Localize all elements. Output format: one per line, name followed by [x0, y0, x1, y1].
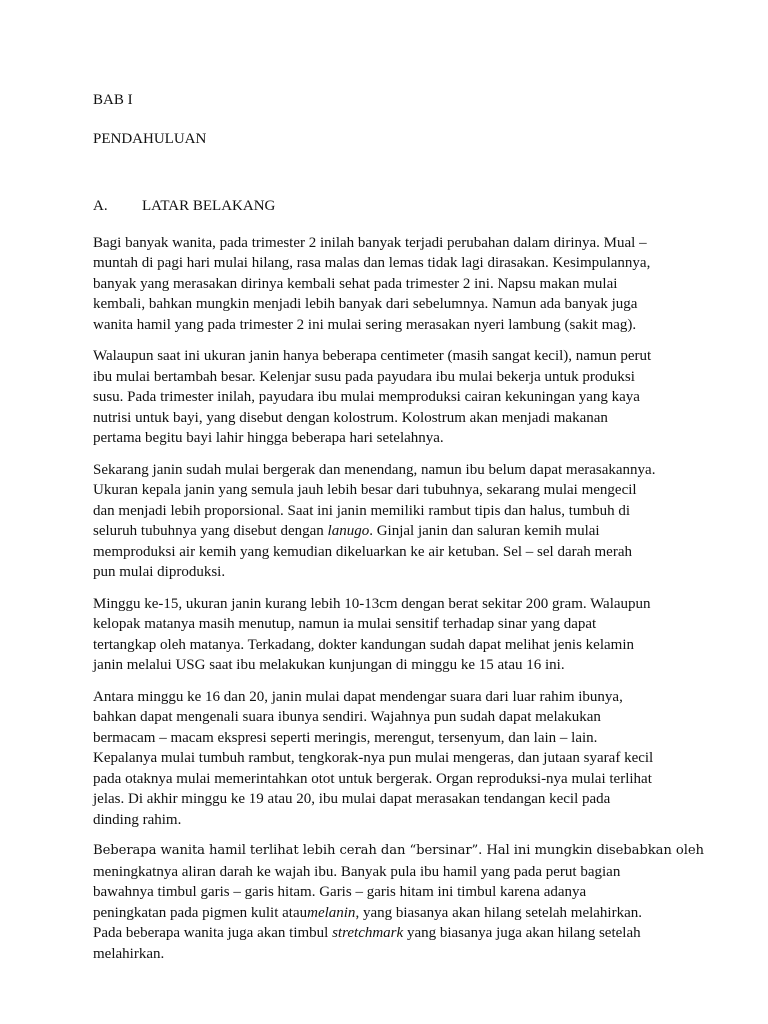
text-run: yang biasanya juga akan hilang setelah [403, 925, 641, 941]
paragraph-line [93, 562, 673, 583]
text-run: dan menjadi lebih proporsional. Saat ini janin memiliki rambut tipis dan halus, tumbuh di [93, 502, 631, 519]
section-title: LATAR BELAKANG [142, 198, 276, 214]
paragraph-line [93, 923, 673, 944]
text-run: peningkatan pada pigmen kulit atau [93, 904, 308, 921]
paragraph [93, 460, 673, 583]
text-run: ibu mulai bertambah besar. Kelenjar susu pada payudara ibu mulai bekerja untuk produksi [93, 368, 635, 385]
paragraph-line [93, 387, 673, 408]
paragraph-line [93, 862, 673, 883]
text-run: Walaupun saat ini ukuran janin hanya beberapa centimeter (masih sangat kecil), namun perut [93, 348, 652, 364]
paragraph-line [93, 944, 673, 965]
paragraph-line [93, 294, 673, 315]
paragraph-line [93, 346, 673, 367]
text-run: Bagi banyak wanita, pada trimester 2 inilah banyak terjadi perubahan dalam dirinya. Mual – [93, 234, 647, 251]
paragraph-line [93, 367, 673, 388]
paragraph-line [93, 655, 673, 676]
text-run: Minggu ke-15, ukuran janin kurang lebih 10-13cm dengan berat sekitar 200 gram. Walaupun [93, 595, 651, 612]
section-number: A. [93, 198, 108, 214]
text-run: dinding rahim. [93, 811, 182, 828]
text-run: Sekarang janin sudah mulai bergerak dan menendang, namun ibu belum dapat merasakannya. [93, 461, 656, 478]
paragraph [93, 594, 673, 676]
text-run: banyak yang merasakan dirinya kembali sehat pada trimester 2 ini. Napsu makan mulai [93, 275, 618, 292]
paragraph-line [93, 769, 673, 790]
text-run: Antara minggu ke 16 dan 20, janin mulai dapat mendengar suara dari luar rahim ibunya, [93, 688, 623, 705]
chapter-title: PENDAHULUAN [93, 130, 207, 147]
paragraph-line [93, 707, 673, 728]
paragraph-line [93, 253, 673, 274]
text-run: jelas. Di akhir minggu ke 19 atau 20, ibu mulai dapat merasakan tendangan kecil pada [93, 791, 611, 807]
text-run: nutrisi untuk bayi, yang disebut dengan kolostrum. Kolostrum akan menjadi makanan [93, 409, 608, 426]
paragraph-line [93, 460, 673, 481]
text-run: kembali, bahkan mungkin menjadi lebih banyak dari sebelumnya. Namun ada banyak juga [93, 296, 638, 312]
text-run: wanita hamil yang pada trimester 2 ini mulai sering merasakan nyeri lambung (sakit mag). [93, 316, 637, 333]
text-run: . Ginjal janin dan saluran kemih mulai [369, 523, 600, 539]
text-run: pada otaknya mulai memerintahkan otot untuk bergerak. Organ reproduksi-nya mulai terlihat [93, 770, 652, 787]
paragraph [93, 346, 673, 449]
text-run: bermacam – macam ekspresi seperti meringis, merengut, tersenyum, dan lain – lain. [93, 729, 598, 746]
paragraph-line [93, 480, 673, 501]
paragraph-line [93, 521, 673, 542]
paragraph-line [93, 428, 673, 449]
paragraph [93, 687, 673, 831]
text-run: melahirkan. [93, 945, 165, 962]
paragraph-line [93, 687, 673, 708]
paragraph-line [93, 274, 673, 295]
text-run: pun mulai diproduksi. [93, 564, 226, 580]
paragraph-line [93, 748, 673, 769]
paragraph-line [93, 810, 673, 831]
paragraph-list [93, 233, 704, 965]
paragraph-line [93, 635, 673, 656]
paragraph-line [93, 728, 673, 749]
text-run: janin melalui USG saat ibu melakukan kunjungan di minggu ke 15 atau 16 ini. [93, 657, 565, 673]
paragraph-line [93, 789, 673, 810]
paragraph-line [93, 841, 704, 862]
text-run: bawahnya timbul garis – garis hitam. Garis – garis hitam ini timbul karena adanya [93, 884, 587, 900]
paragraph [93, 233, 673, 336]
text-run: susu. Pada trimester inilah, payudara ibu mulai memproduksi cairan kekuningan yang kaya [93, 389, 640, 405]
text-run: Ukuran kepala janin yang semula jauh lebih besar dari tubuhnya, sekarang mulai mengecil [93, 482, 637, 498]
text-run: seluruh tubuhnya yang disebut dengan [93, 523, 328, 539]
paragraph-line [93, 594, 673, 615]
paragraph-line [93, 614, 673, 635]
paragraph-line [93, 315, 673, 336]
paragraph-line [93, 882, 673, 903]
paragraph [93, 841, 704, 964]
text-run: tertangkap oleh matanya. Terkadang, dokter kandungan sudah dapat melihat jenis kelamin [93, 636, 634, 653]
italic-term: melanin [307, 904, 356, 921]
italic-term: stretchmark [332, 925, 404, 941]
text-run: pertama begitu bayi lahir hingga beberapa hari setelahnya. [93, 430, 444, 446]
text-run: kelopak matanya masih menutup, namun ia mulai sensitif terhadap sinar yang dapat [93, 616, 597, 632]
paragraph-line [93, 501, 673, 522]
paragraph-line [93, 233, 673, 254]
text-run: Kepalanya mulai tumbuh rambut, tengkorak-nya pun mulai mengeras, dan jutaan syaraf kecil [93, 750, 654, 766]
paragraph-line [93, 542, 673, 563]
text-run: meningkatnya aliran darah ke wajah ibu. Banyak pula ibu hamil yang pada perut bagian [93, 863, 621, 880]
document-body [93, 90, 704, 975]
text-run: , yang biasanya akan hilang setelah melahirkan. [355, 904, 642, 921]
text-run: muntah di pagi hari mulai hilang, rasa malas dan lemas tidak lagi dirasakan. Kesimpulannya, [93, 255, 651, 271]
text-run: bahkan dapat mengenali suara ibunya sendiri. Wajahnya pun sudah dapat melakukan [93, 709, 601, 725]
chapter-heading: BAB I [93, 92, 133, 108]
italic-term: lanugo [327, 523, 370, 539]
text-run: Pada beberapa wanita juga akan timbul [93, 925, 333, 941]
section-heading [93, 196, 673, 217]
text-run: Beberapa wanita hamil terlihat lebih cerah dan “bersinar”. Hal ini mungkin disebabkan oleh [93, 843, 704, 858]
text-run: memproduksi air kemih yang kemudian dikeluarkan ke air ketuban. Sel – sel darah merah [93, 543, 632, 560]
paragraph-line [93, 903, 673, 924]
paragraph-line [93, 408, 673, 429]
